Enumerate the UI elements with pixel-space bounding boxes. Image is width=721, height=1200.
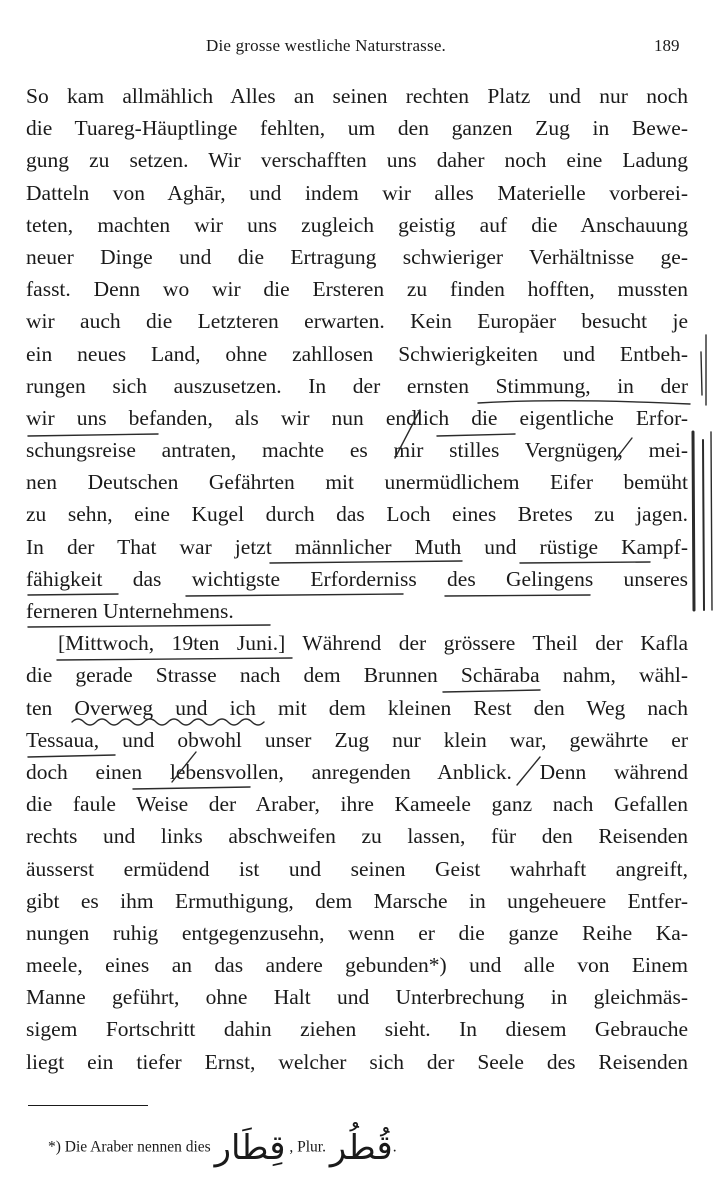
text-line: rungen sich auszusetzen. In der ernsten Stimmung, in der: [26, 373, 688, 398]
text-line: nen Deutschen Gefährten mit unermüdlichem Eifer bemüht: [26, 470, 688, 495]
text-line: gung zu setzen. Wir verschafften uns daher noch eine Ladung: [26, 148, 688, 173]
footnote-separator: ,: [289, 1138, 294, 1156]
text-line: liegt ein tiefer Ernst, welcher sich der Seele des Reisenden: [26, 1049, 688, 1074]
margin-mark: [703, 440, 704, 610]
text-line: die faule Weise der Araber, ihre Kameele ganz nach Gefallen: [26, 792, 688, 817]
text-line: die gerade Strasse nach dem Brunnen Schāraba nahm, wähl-: [26, 663, 688, 688]
running-title: Die grosse westliche Naturstrasse.: [206, 36, 447, 55]
text-line: wir uns befanden, als wir nun endlich die eigentliche Erfor-: [26, 405, 688, 430]
footnote-rule: [28, 1105, 148, 1106]
margin-mark: [701, 352, 702, 395]
text-line: rechts und links abschweifen zu lassen, für den Reisenden: [26, 824, 688, 849]
arabic-word-singular: قِطَار: [214, 1128, 286, 1168]
text-line: schungsreise antraten, machte es mir stilles Vergnügen, mei-: [26, 438, 688, 463]
body-text: [26, 80, 688, 1078]
text-line: äusserst ermüdend ist und seinen Geist wahrhaft angreift,: [26, 856, 688, 881]
margin-mark: [711, 432, 712, 610]
text-line: fähigkeit das wichtigste Erforderniss des Gelingens unseres: [26, 566, 688, 591]
text-line: So kam allmählich Alles an seinen rechten Platz und nur noch: [26, 84, 688, 108]
text-line: In der That war jetzt männlicher Muth und rüstige Kampf-: [26, 534, 688, 559]
text-line: teten, machten wir uns zugleich geistig auf die Anschauung: [26, 212, 688, 237]
footnote-end: .: [392, 1138, 397, 1156]
text-line: zu sehn, eine Kugel durch das Loch eines Bretes zu jagen.: [26, 502, 688, 527]
text-line: wir auch die Letzteren erwarten. Kein Europäer besucht je: [26, 309, 688, 334]
text-line: ferneren Unternehmens.: [26, 599, 234, 623]
footnote-plural-label: Plur.: [297, 1138, 326, 1156]
footnote: [48, 1128, 568, 1168]
text-line: fasst. Denn wo wir die Ersteren zu finden hofften, mussten: [26, 277, 688, 302]
footnote-text: *) Die Araber nennen dies: [48, 1138, 211, 1156]
text-line: die Tuareg-Häuptlinge fehlten, um den ganzen Zug in Bewe-: [26, 116, 688, 141]
text-line-date-entry: [Mittwoch, 19ten Juni.] Während der grössere Theil der Kafla: [58, 631, 688, 656]
text-line: doch einen lebensvollen, anregenden Anblick. Denn während: [26, 759, 688, 784]
text-line: neuer Dinge und die Ertragung schwieriger Verhältnisse ge-: [26, 244, 688, 269]
text-line: gibt es ihm Ermuthigung, dem Marsche in ungeheuere Entfer-: [26, 888, 688, 913]
text-line: Manne geführt, ohne Halt und Unterbrechung in gleichmäs-: [26, 985, 688, 1010]
text-line: ein neues Land, ohne zahllosen Schwierigkeiten und Entbeh-: [26, 341, 688, 366]
text-line: meele, eines an das andere gebunden*) und alle von Einem: [26, 953, 688, 978]
text-line: Datteln von Aghār, und indem wir alles Materielle vorberei-: [26, 180, 688, 205]
text-line: Tessaua, und obwohl unser Zug nur klein war, gewährte er: [26, 727, 688, 752]
text-line: nungen ruhig entgegenzusehn, wenn er die ganze Reihe Ka-: [26, 920, 688, 945]
page-number: 189: [654, 36, 680, 55]
arabic-word-plural: قُطُر: [329, 1128, 393, 1168]
text-line: ten Overweg und ich mit dem kleinen Rest den Weg nach: [26, 695, 688, 720]
margin-mark: [693, 432, 694, 610]
running-head: [0, 36, 721, 58]
text-line: sigem Fortschritt dahin ziehen sieht. In diesem Gebrauche: [26, 1017, 688, 1042]
